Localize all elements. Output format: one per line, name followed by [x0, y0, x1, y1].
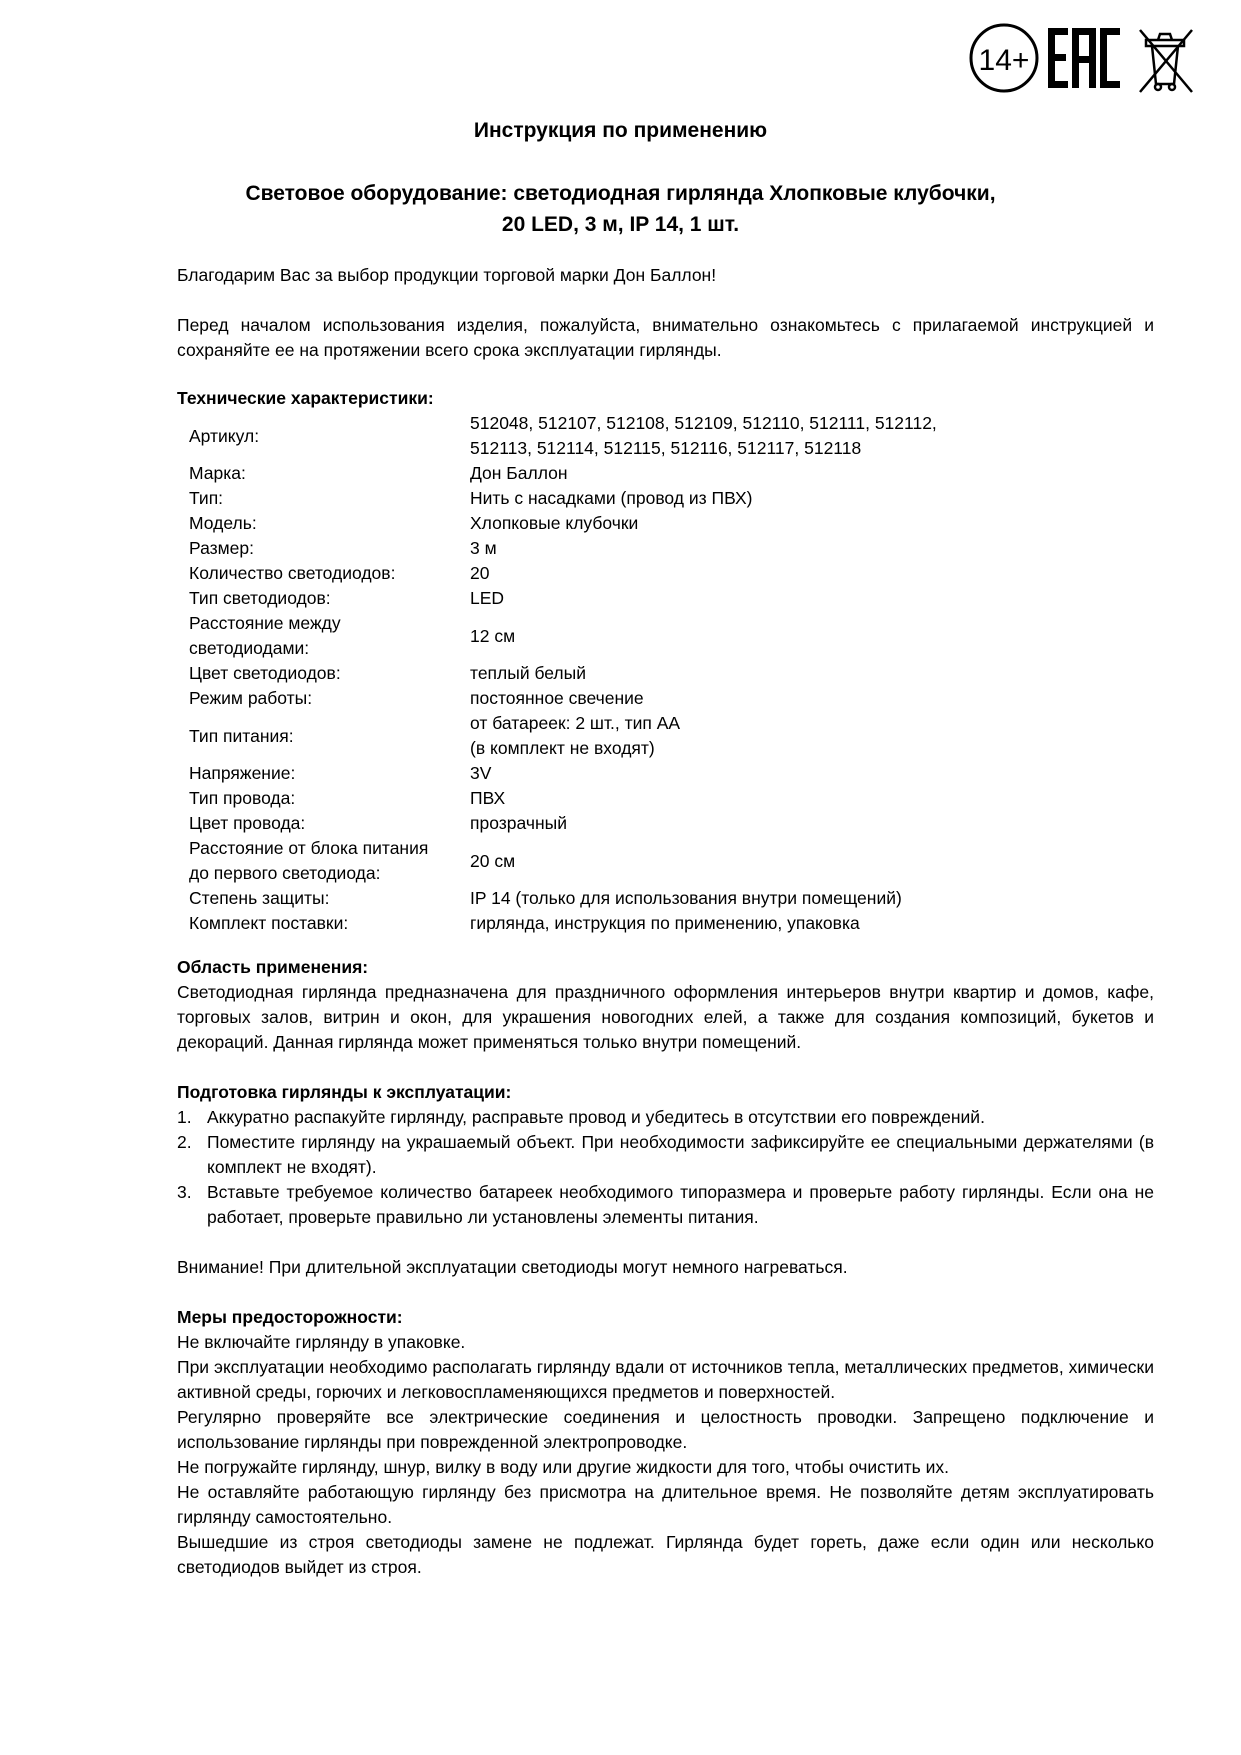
marks-svg [968, 22, 1218, 94]
step-number: 3. [177, 1182, 192, 1202]
precaution-item: При эксплуатации необходимо располагать гирлянду вдали от источников тепла, металлических предметов, химически активной среды, горючих и легковоспламеняющихся предметов и поверхностей. [177, 1357, 1154, 1402]
table-row [189, 461, 1130, 486]
spec-value [470, 536, 1130, 561]
spec-value [470, 486, 1130, 511]
spec-key [189, 686, 470, 711]
spec-key-line: Напряжение: [189, 763, 296, 783]
spec-key-line: Режим работы: [189, 688, 313, 708]
table-row [189, 761, 1130, 786]
specs-heading: Технические характеристики: [177, 388, 434, 408]
precautions-heading: Меры предосторожности: [177, 1307, 403, 1327]
spec-key-line: Тип: [189, 488, 224, 508]
spec-value-line: 12 см [470, 625, 516, 646]
age-rating-label: 14+ [978, 44, 1030, 77]
spec-key-line: до первого светодиода: [189, 863, 381, 883]
spec-value-line: IP 14 (только для использования внутри помещений) [470, 888, 902, 908]
list-item [177, 1130, 1154, 1180]
subtitle-line-2: 20 LED, 3 м, IP 14, 1 шт. [501, 213, 740, 236]
spec-value-line: 3 м [470, 538, 497, 558]
spec-key-line: Марка: [189, 463, 246, 483]
table-row [189, 686, 1130, 711]
warning-note: Внимание! При длительной эксплуатации светодиоды могут немного нагреваться. [177, 1257, 848, 1277]
document-title: Инструкция по применению [473, 119, 768, 142]
spec-value-line: гирлянда, инструкция по применению, упаковка [470, 913, 860, 933]
spec-key-line: Тип светодиодов: [189, 588, 331, 608]
spec-value [470, 511, 1130, 536]
spec-value [470, 661, 1130, 686]
table-row [189, 661, 1130, 686]
spec-key [189, 511, 470, 536]
table-row [189, 486, 1130, 511]
table-row [189, 836, 1130, 886]
spec-value [470, 586, 1130, 611]
spec-key [189, 886, 470, 911]
table-row [189, 536, 1130, 561]
spec-value [470, 786, 1130, 811]
intro-paragraph: Перед началом использования изделия, пожалуйста, внимательно ознакомьтесь с прилагаемой инструкцией и сохраняйте ее на протяжении всего срока эксплуатации гирлянды. [177, 315, 1154, 360]
table-row [189, 786, 1130, 811]
preparation-heading: Подготовка гирлянды к эксплуатации: [177, 1082, 512, 1102]
spec-key-line: Цвет провода: [189, 813, 306, 833]
spec-key-line: Цвет светодиодов: [189, 663, 341, 683]
specs-table [189, 411, 1130, 936]
spec-key [189, 836, 470, 886]
table-row [189, 511, 1130, 536]
spec-value [470, 911, 1130, 936]
spec-value [470, 461, 1130, 486]
table-row [189, 611, 1130, 661]
spec-value [470, 836, 1130, 886]
spec-value [470, 811, 1130, 836]
spec-key [189, 536, 470, 561]
spec-key-line: Расстояние между [189, 613, 341, 633]
spec-value-line: теплый белый [470, 663, 586, 683]
spec-key [189, 911, 470, 936]
spec-value-line: 512048, 512107, 512108, 512109, 512110, 512111, 512112, [470, 413, 937, 433]
certification-marks [968, 22, 1218, 94]
spec-key-line: Расстояние от блока питания [189, 838, 429, 858]
application-heading: Область применения: [177, 957, 369, 977]
spec-key-line: Тип провода: [189, 788, 296, 808]
spec-key [189, 486, 470, 511]
spec-value [470, 761, 1130, 786]
spec-value-line: Хлопковые клубочки [470, 513, 639, 533]
spec-key-line: Размер: [189, 538, 255, 558]
spec-key-line: Модель: [189, 513, 257, 533]
spec-key-line: Артикул: [189, 425, 260, 446]
spec-value-line: 512113, 512114, 512115, 512116, 512117, 512118 [470, 438, 862, 458]
list-item [177, 1180, 1154, 1230]
spec-value-line: от батареек: 2 шт., тип АА [470, 713, 681, 733]
spec-key [189, 586, 470, 611]
table-row [189, 586, 1130, 611]
step-number: 1. [177, 1107, 192, 1127]
spec-key [189, 811, 470, 836]
spec-value-line: 20 см [470, 850, 516, 871]
spec-value-line: прозрачный [470, 813, 567, 833]
table-row [189, 561, 1130, 586]
table-row [189, 411, 1130, 461]
thanks-paragraph: Благодарим Вас за выбор продукции торговой марки Дон Баллон! [177, 265, 717, 285]
spec-key-line: Комплект поставки: [189, 913, 349, 933]
step-text: Поместите гирлянду на украшаемый объект. При необходимости зафиксируйте ее специальными держателями (в комплект не входят). [207, 1132, 1154, 1177]
spec-key [189, 711, 470, 761]
spec-key [189, 461, 470, 486]
spec-value [470, 886, 1130, 911]
spec-value-line: Нить с насадками (провод из ПВХ) [470, 488, 753, 508]
step-text: Аккуратно распакуйте гирлянду, расправьте провод и убедитесь в отсутствии его повреждений. [207, 1107, 985, 1127]
table-row [189, 811, 1130, 836]
precaution-item: Не включайте гирлянду в упаковке. [177, 1332, 466, 1352]
spec-value [470, 711, 1130, 761]
spec-value-line: постоянное свечение [470, 688, 644, 708]
precaution-item: Регулярно проверяйте все электрические соединения и целостность проводки. Запрещено подключение и использование гирлянды при поврежденной электропроводке. [177, 1407, 1154, 1452]
spec-value-line: 3V [470, 763, 492, 783]
spec-key [189, 786, 470, 811]
spec-value-line: 20 [470, 563, 490, 583]
subtitle-line-1: Световое оборудование: светодиодная гирлянда Хлопковые клубочки, [245, 182, 996, 205]
step-text: Вставьте требуемое количество батареек необходимого типоразмера и проверьте работу гирлянды. Если она не работает, проверьте правильно ли установлены элементы питания. [207, 1182, 1154, 1227]
spec-value [470, 411, 1130, 461]
precaution-item: Не погружайте гирлянду, шнур, вилку в воду или другие жидкости для того, чтобы очистить их. [177, 1457, 950, 1477]
list-item [177, 1105, 1154, 1130]
spec-value [470, 686, 1130, 711]
age-rating-icon [971, 25, 1037, 91]
precaution-item: Не оставляйте работающую гирлянду без присмотра на длительное время. Не позволяйте детям эксплуатировать гирлянду самостоятельно. [177, 1482, 1154, 1527]
spec-value [470, 611, 1130, 661]
spec-value-line: Дон Баллон [470, 463, 568, 483]
spec-key [189, 611, 470, 661]
crossed-bin-icon [1140, 30, 1192, 92]
precaution-item: Вышедшие из строя светодиоды замене не подлежат. Гирлянда будет гореть, даже если один или несколько светодиодов выйдет из строя. [177, 1532, 1154, 1577]
spec-key [189, 661, 470, 686]
spec-key-line: Тип питания: [189, 725, 294, 746]
spec-value-line: LED [470, 588, 505, 608]
spec-value [470, 561, 1130, 586]
spec-key [189, 761, 470, 786]
spec-value-line: ПВХ [470, 788, 506, 808]
table-row [189, 886, 1130, 911]
preparation-steps [177, 1105, 1154, 1230]
application-text: Светодиодная гирлянда предназначена для праздничного оформления интерьеров внутри квартир и домов, кафе, торговых залов, витрин и окон, для украшения новогодних елей, а также для создания композиций, букетов и декораций. Данная гирлянда может применяться только внутри помещений. [177, 982, 1154, 1052]
spec-key-line: светодиодами: [189, 638, 310, 658]
document-body [177, 263, 1154, 1580]
table-row [189, 911, 1130, 936]
spec-key-line: Количество светодиодов: [189, 563, 396, 583]
spec-value-line: (в комплект не входят) [470, 738, 655, 758]
spec-key-line: Степень защиты: [189, 888, 330, 908]
eac-mark-icon [1048, 28, 1120, 88]
table-row [189, 711, 1130, 761]
document-subtitle [0, 178, 1241, 240]
spec-key [189, 561, 470, 586]
spec-key [189, 411, 470, 461]
step-number: 2. [177, 1132, 192, 1152]
